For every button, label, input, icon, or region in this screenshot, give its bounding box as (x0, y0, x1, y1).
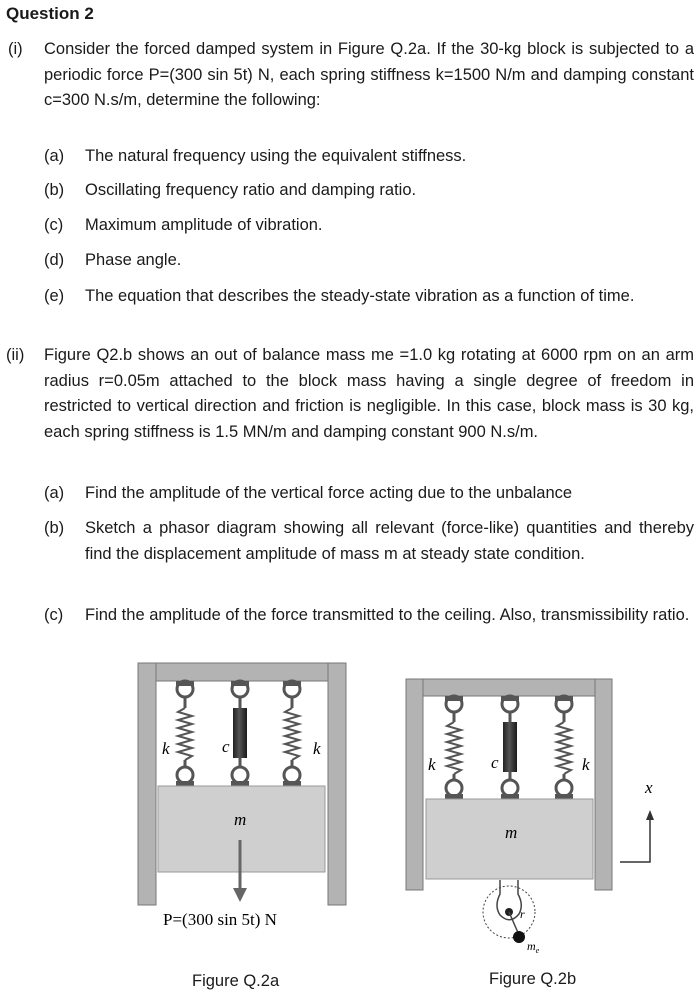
part-i-a-label: (a) (44, 147, 65, 165)
fig-b-x-arrowhead (646, 810, 654, 820)
part-i-c-label: (c) (44, 216, 64, 234)
fig-b-x-label: x (645, 778, 653, 797)
part-i-text: Consider the forced damped system in Figure Q.2a. If the 30-kg block is subjected to a periodic force P=(300 sin 5t) N, each spring stiffness k=1500 N/m and damping constant c=300 N.s/m, determine the following: (44, 40, 694, 109)
fig-a-force-label: P=(300 sin 5t) N (163, 910, 277, 929)
part-ii-c-label: (c) (44, 606, 64, 624)
fig-b-left-spring (445, 696, 463, 799)
fig-b-damper (501, 696, 519, 799)
fig-b-right-spring (555, 696, 573, 799)
fig-b-k-right: k (582, 755, 590, 774)
figure-q2a (138, 663, 346, 929)
part-ii-b-text: Sketch a phasor diagram showing all relevant (force-like) quantities and thereby find the displacement amplitude of mass m at steady state condition. (85, 519, 694, 563)
question-heading: Question 2 (6, 4, 94, 23)
fig-b-left-wall (406, 679, 423, 890)
fig-b-unbalance-rotor (483, 880, 535, 943)
fig-b-k-left: k (428, 755, 436, 774)
fig-b-caption: Figure Q.2b (489, 970, 577, 988)
figure-q2b (406, 679, 654, 955)
fig-a-right-spring (283, 681, 301, 786)
part-i-a-text: The natural frequency using the equivalent stiffness. (85, 147, 467, 165)
part-ii-a-label: (a) (44, 484, 65, 502)
fig-b-me-main: m (527, 939, 536, 953)
fig-b-me-sub: e (535, 946, 540, 955)
fig-a-ceiling (138, 663, 346, 681)
fig-b-c-label: c (491, 753, 499, 772)
fig-b-mass-label: m (505, 823, 518, 842)
fig-a-right-wall (328, 663, 346, 905)
part-ii-b-label: (b) (44, 519, 65, 537)
fig-a-left-wall (138, 663, 156, 905)
fig-a-force-arrowhead (233, 888, 247, 902)
part-i-e-text: The equation that describes the steady-state vibration as a function of time. (85, 287, 635, 305)
part-i-c-text: Maximum amplitude of vibration. (85, 216, 323, 234)
fig-a-c-label: c (222, 737, 230, 756)
part-i-b-label: (b) (44, 181, 65, 199)
fig-a-k-left: k (162, 739, 170, 758)
part-ii-text: Figure Q2.b shows an out of balance mass me =1.0 kg rotating at 6000 rpm on an arm radius r=0.05m attached to the block mass having a single degree of freedom in restricted to vertical direction and friction is negligible. In this case, block mass is 30 kg, each spring stiffness is 1.5 MN/m and damping constant 900 N.s/m. (44, 346, 694, 441)
part-i-e-label: (e) (44, 287, 65, 305)
part-i-label: (i) (8, 40, 23, 58)
part-i-d-text: Phase angle. (85, 251, 182, 269)
fig-b-x-arrow (620, 818, 650, 862)
fig-a-damper (231, 681, 249, 786)
fig-a-caption: Figure Q.2a (192, 972, 280, 990)
part-i-b-text: Oscillating frequency ratio and damping ratio. (85, 181, 417, 199)
part-ii-c-text: Find the amplitude of the force transmitted to the ceiling. Also, transmissibility ratio. (85, 606, 690, 624)
fig-b-r-label: r (520, 907, 525, 921)
part-ii-a-text: Find the amplitude of the vertical force acting due to the unbalance (85, 484, 573, 502)
fig-b-ceiling (406, 679, 612, 696)
fig-a-mass-label: m (234, 810, 247, 829)
part-i-d-label: (d) (44, 251, 65, 269)
part-ii-label: (ii) (6, 346, 25, 364)
fig-a-k-right: k (313, 739, 321, 758)
fig-b-right-wall (595, 679, 612, 890)
fig-a-left-spring (176, 681, 194, 786)
fig-b-me-label (527, 939, 540, 955)
